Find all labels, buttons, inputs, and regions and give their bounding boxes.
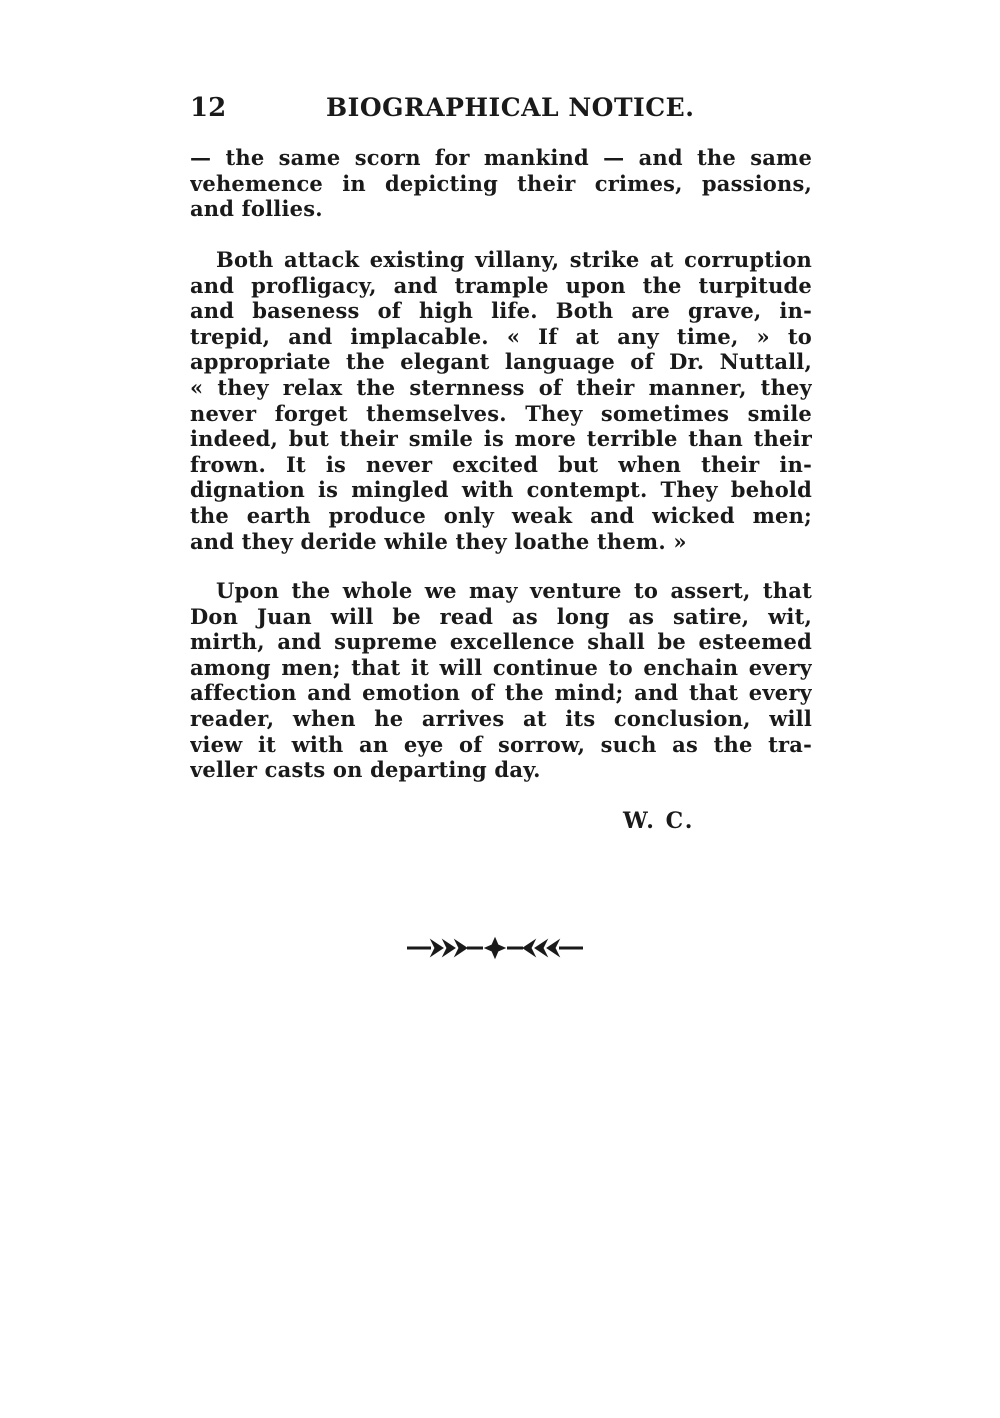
signature: W. C. [623,808,695,834]
paragraph-line: — the same scorn for mankind — and the same [190,145,812,170]
page-header [190,90,815,126]
paragraph-line: mirth, and supreme excellence shall be esteemed [190,629,812,655]
paragraph-3 [190,578,812,783]
paragraph-line: frown. It is never excited but when their in- [190,451,812,477]
paragraph-line: dignation is mingled with contempt. They behold [190,477,812,503]
paragraph-line: and follies. [190,196,323,222]
paragraph-line: and profligacy, and trample upon the turpitude [190,272,812,298]
paragraph-line: veller casts on departing day. [190,757,541,783]
paragraph-line: view it with an eye of sorrow, such as the tra- [190,731,812,757]
paragraph-line: the earth produce only weak and wicked men; [190,502,812,528]
page-number: 12 [190,93,227,123]
running-head: BIOGRAPHICAL NOTICE. [326,93,695,122]
paragraph-line: Don Juan will be read as long as satire, wit, [190,603,812,629]
paragraph-line: appropriate the elegant language of Dr. Nuttall, [190,349,812,375]
paragraph-line: and baseness of high life. Both are grave, in- [190,298,812,324]
paragraph-line: trepid, and implacable. « If at any time, » to [190,323,812,349]
paragraph-line: Both attack existing villany, strike at corruption [216,247,812,272]
paragraph-1 [190,145,812,222]
paragraph-line: « they relax the sternness of their manner, they [190,374,812,400]
paragraph-line: indeed, but their smile is more terrible than their [190,426,812,452]
paragraph-line: reader, when he arrives at its conclusion, will [190,705,812,731]
ornament-icon [405,930,585,966]
paragraph-2 [190,247,812,554]
paragraph-line: Upon the whole we may venture to assert, that [216,578,812,603]
paragraph-line: and they deride while they loathe them. » [190,528,687,554]
paragraph-line: affection and emotion of the mind; and that every [190,680,812,706]
paragraph-line: never forget themselves. They sometimes smile [190,400,812,426]
paragraph-line: vehemence in depicting their crimes, passions, [190,170,812,196]
paragraph-line: among men; that it will continue to enchain every [190,654,812,680]
